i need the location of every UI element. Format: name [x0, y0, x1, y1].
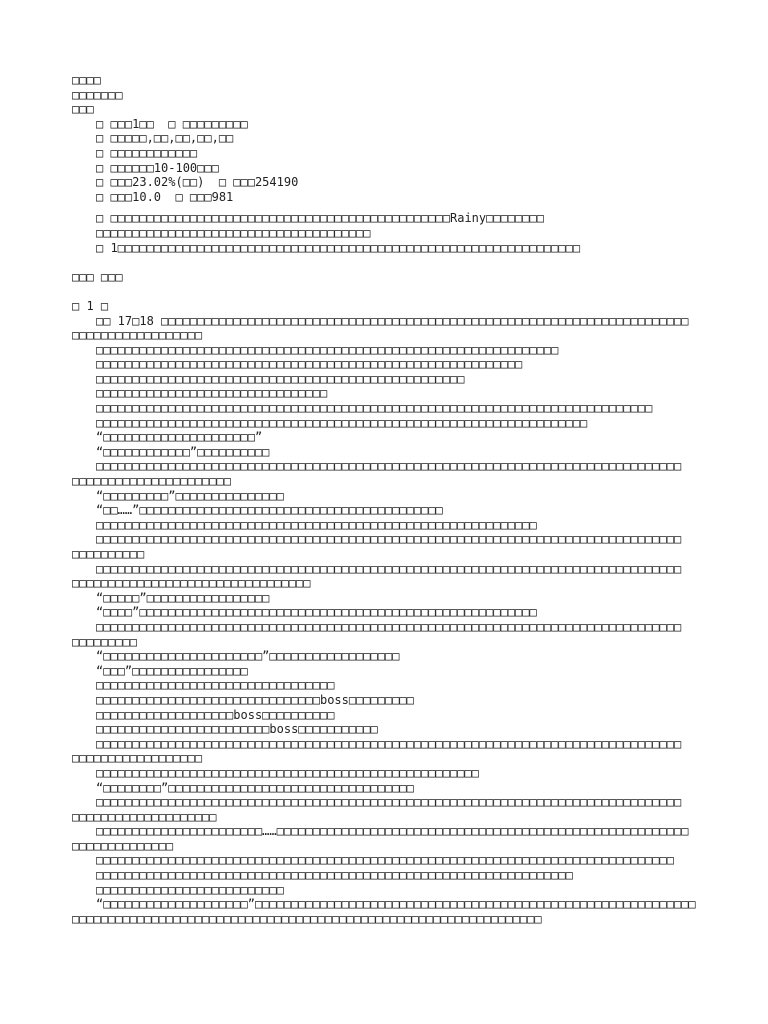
chapter-line: □□□□□□□□□□□□□□□□□□□□□□□□□□□□□□□boss□□□□□□□□□ [96, 692, 414, 707]
intro-line: □□□□□□□□□□□□□□□□□□□□□□□□□□□□□□□□□□□□□□ [96, 225, 371, 240]
chapter-line: □□□□□□□□□□□□□□□□□□□□□□□□□□□□□□□□□□□□□□□□□□□□□□□□□□□□□□□□□□□□□□□□□□□□□□□□□□□□□ [96, 401, 653, 416]
metadata-item: □ □□□10.0 □ □□□981 [96, 189, 234, 204]
chapter-line: □□□□□□□□□□□□□□□□□□□□□□□□□□□□□□□□□ [72, 576, 311, 591]
chapter-line: “□□□□□□□□”□□□□□□□□□□□□□□□□□□□□□□□□□□□□□□□□□□ [96, 780, 414, 795]
chapter-line: “□□□□”□□□□□□□□□□□□□□□□□□□□□□□□□□□□□□□□□□□□□□□□□□□□□□□□□□□□□□□ [96, 605, 537, 620]
intro-line: □ 1□□□□□□□□□□□□□□□□□□□□□□□□□□□□□□□□□□□□□□□□□□□□□□□□□□□□□□□□□□□□□□□□ [96, 240, 581, 255]
chapter-line: □□□□□□□□□□□□□□□□□□□□□□□……□□□□□□□□□□□□□□□□□□□□□□□□□□□□□□□□□□□□□□□□□□□□□□□□□□□□□□□□□ [96, 824, 689, 839]
chapter-line: □□□□□□□□□□□□□□□□□□□□□□□□□□□□□□□□□□□□□□□□□□□□□□□□□□□□□□□□□□□ [96, 357, 523, 372]
doc-header-line-2: □□□□□□□ [72, 87, 123, 102]
chapter-line: □□□□□□□□□□□□□□□□□□□□□□□□□□□□□□□□□□□□□□□□□□□□□□□□□□□□□□□□□□□□□□□□□ [72, 911, 542, 926]
chapter-line: □□□□□□□□□□□□□□□□□□□□□□□□□□□□□□□□□□□□□□□□□□□□□□□□□□□□□□□□□□□□□□□□ [96, 342, 559, 357]
intro-line: □ □□□□□□□□□□□□□□□□□□□□□□□□□□□□□□□□□□□□□□□□□□□□□□□Rainy□□□□□□□□ [96, 211, 544, 226]
chapter-line: □□□□□□□□□□□□□□□□□□□□□□□□□□□□□□□□□□□□□□□□□□□□□□□□□□□ [96, 371, 465, 386]
chapter-line: □□□□□□□□□□□□□□□□□□□□□□□□□□□□□□□□□□□□□□□□□□□□□□□□□□□□□□□□□□□□□□□□□□ [96, 868, 573, 883]
chapter-line: “□□……”□□□□□□□□□□□□□□□□□□□□□□□□□□□□□□□□□□□□□□□□□□ [96, 503, 443, 518]
chapter-line: “□□□□□□□□□□□□□□□□□□□□”□□□□□□□□□□□□□□□□□□□□□□□□□□□□□□□□□□□□□□□□□□□□□□□□□□□□□□□□□□□□□ [96, 897, 696, 912]
chapter-line: □□□□□□□□□□□□□□ [72, 838, 174, 853]
chapter-title: □ 1 □ [72, 298, 109, 313]
chapter-line: □□□□□□□□□□□□□□□□□□□□□□ [72, 474, 231, 489]
document-body [72, 73, 702, 926]
chapter-line: □□□□□□□□□□□□□□□□□□□□□□□□□□□□□□□□□□□□□□□□□□□□□□□□□□□□□□□□□□□□□□□□□□□□□□□□□□□□□□□□□ [96, 561, 682, 576]
chapter-line: □□□□□□□□□□□□□□□□□□ [72, 328, 203, 343]
chapter-line: “□□□□□□□□□”□□□□□□□□□□□□□□□ [96, 488, 284, 503]
chapter-line: □□□□□□□□□□□□□□□□□□□□ [72, 809, 217, 824]
chapter-line: □□□□□□□□□□□□□□□□□□□□□□□□□□□□□□□□ [96, 386, 328, 401]
metadata-item: □ □□□□□□10-100□□□ [96, 160, 219, 175]
metadata-item: □ □□□1□□ □ □□□□□□□□□ [96, 116, 248, 131]
chapter-line: “□□□”□□□□□□□□□□□□□□□□ [96, 663, 248, 678]
chapter-line: □□□□□□□□□□□□□□□□□□□□□□□□□□□□□□□□□□□□□□□□□□□□□□□□□□□□□□□□□□□□□□□□□□□□□□□□□□□□□□□□□ [96, 795, 682, 810]
metadata-item: □ □□□□□,□□,□□,□□,□□ [96, 131, 234, 146]
chapter-line: □□□□□□□□□□□□□□□□□□□□□□□□□□□□□□□□□□□□□□□□□□□□□□□□□□□□□□□□□□□□□□□□□□□□ [96, 415, 588, 430]
chapter-line: “□□□□□”□□□□□□□□□□□□□□□□□ [96, 590, 270, 605]
chapter-line: □□□□□□□□□□□□□□□□□□□□□□□□□□□□□□□□□ [96, 678, 335, 693]
chapter-line: □□□□□□□□□□ [72, 547, 145, 561]
chapter-line: □□□□□□□□□□□□□□□□□□□□□□□□□□□□□□□□□□□□□□□□□□□□□□□□□□□□□□□□□□□□□□□□□□□□□□□□□□□□□□□□□ [96, 736, 682, 751]
doc-header-line-1: □□□□ [72, 73, 101, 87]
chapter-line: □□□□□□□□□ [72, 634, 138, 649]
chapter-line: □□□□□□□□□□□□□□□□□□□□□□□□boss□□□□□□□□□□□ [96, 722, 378, 737]
intro-block [72, 211, 702, 255]
metadata-list [72, 117, 702, 205]
metadata-item: □ □□□23.02%(□□) □ □□□254190 [96, 175, 299, 190]
chapter-line: □□□□□□□□□□□□□□□□□□□□□□□□□□□□□□□□□□□□□□□□□□□□□□□□□□□□□□□□□□□□□□□□□□□□□□□□□□□□□□□□□ [96, 532, 682, 547]
chapter-line: □□ 17□18 □□□□□□□□□□□□□□□□□□□□□□□□□□□□□□□□□□□□□□□□□□□□□□□□□□□□□□□□□□□□□□□□□□□□□□□□□ [96, 313, 689, 328]
chapter-line: □□□□□□□□□□□□□□□□□□□boss□□□□□□□□□□ [96, 707, 335, 722]
chapter-line: □□□□□□□□□□□□□□□□□□□□□□□□□□□□□□□□□□□□□□□□□□□□□□□□□□□□□ [96, 765, 479, 780]
chapter-line: □□□□□□□□□□□□□□□□□□□□□□□□□□□□□□□□□□□□□□□□□□□□□□□□□□□□□□□□□□□□□ [96, 517, 537, 532]
chapter-line: “□□□□□□□□□□□□□□□□□□□□□□”□□□□□□□□□□□□□□□□□□ [96, 649, 400, 664]
chapter-line: □□□□□□□□□□□□□□□□□□□□□□□□□□□□□□□□□□□□□□□□□□□□□□□□□□□□□□□□□□□□□□□□□□□□□□□□□□□□□□□□ [96, 853, 674, 868]
chapter-line: “□□□□□□□□□□□□”□□□□□□□□□□ [96, 444, 270, 459]
chapter-line: □□□□□□□□□□□□□□□□□□□□□□□□□□□□□□□□□□□□□□□□□□□□□□□□□□□□□□□□□□□□□□□□□□□□□□□□□□□□□□□□□ [96, 619, 682, 634]
chapter-line: “□□□□□□□□□□□□□□□□□□□□□” [96, 430, 263, 445]
section-title: □□□ □□□ [72, 269, 123, 284]
metadata-item: □ □□□□□□□□□□□□ [96, 145, 198, 160]
doc-header-line-3: □□□ [72, 102, 94, 117]
chapter-line: □□□□□□□□□□□□□□□□□□□□□□□□□□□□□□□□□□□□□□□□□□□□□□□□□□□□□□□□□□□□□□□□□□□□□□□□□□□□□□□□□ [96, 459, 682, 474]
chapter-line: □□□□□□□□□□□□□□□□□□□□□□□□□□ [96, 882, 284, 897]
chapter-line: □□□□□□□□□□□□□□□□□□ [72, 751, 203, 766]
chapter-body [72, 314, 702, 927]
